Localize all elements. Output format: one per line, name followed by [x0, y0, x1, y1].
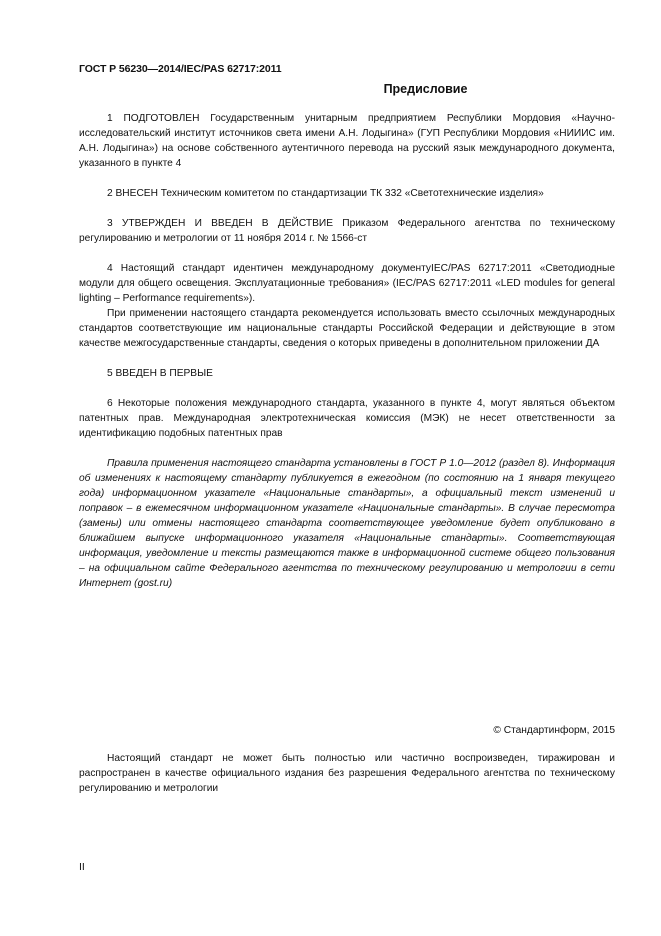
paragraph-identical: 4 Настоящий стандарт идентичен международному документуIEC/PAS 62717:2011 «Светодиодные модули для общего освещения. Эксплуатационные требования» (IEC/PAS 62717:2011 «LED modules for general lighting – Performance requirements»).	[79, 263, 615, 304]
foreword-content	[79, 111, 615, 591]
copyright-line: © Стандартинформ, 2015	[493, 725, 615, 736]
paragraph-patent-rights: 6 Некоторые положения международного стандарта, указанного в пункте 4, могут являться объектом патентных прав. Международная электротехническая комиссия (МЭК) не несет ответственности за идентификацию подобных патентных прав	[79, 398, 615, 439]
paragraph-rules-of-application: Правила применения настоящего стандарта установлены в ГОСТ Р 1.0—2012 (раздел 8). Информация об изменениях к настоящему стандарту публикуется в ежегодном (по состоянию на 1 января текущего года) информационном указателе «Национальные стандарты», а официальный текст изменений и поправок – в ежемесячном информационном указателе «Национальные стандарты». В случае пересмотра (замены) или отмены настоящего стандарта соответствующее уведомление будет опубликовано в ближайшем выпуске информационного указателя «Национальные стандарты». Соответствующая информация, уведомление и тексты размещаются также в информационной системе общего пользования – на официальном сайте Федерального агентства по техническому регулированию и метрологии в сети Интернет (gost.ru)	[79, 458, 615, 589]
notice-text: Настоящий стандарт не может быть полностью или частично воспроизведен, тиражирован и распространен в качестве официального издания без разрешения Федерального агентства по техническому регулированию и метрологии	[79, 753, 615, 794]
standard-code-header: ГОСТ Р 56230—2014/IEC/PAS 62717:2011	[79, 63, 282, 75]
paragraph-approved: 3 УТВЕРЖДЕН И ВВЕДЕН В ДЕЙСТВИЕ Приказом Федерального агентства по техническому регулированию и метрологии от 11 ноября 2014 г. № 1566-ст	[79, 218, 615, 244]
paragraph-introduced: 2 ВНЕСЕН Техническим комитетом по стандартизации ТК 332 «Светотехнические изделия»	[107, 188, 544, 199]
paragraph-application: При применении настоящего стандарта рекомендуется использовать вместо ссылочных международных стандартов соответствующие им национальные стандарты Российской Федерации и действующие в этом качестве межгосударственные стандарты, сведения о которых приведены в дополнительном приложении ДА	[79, 308, 615, 349]
paragraph-prepared: 1 ПОДГОТОВЛЕН Государственным унитарным предприятием Республики Мордовия «Научно-исследовательский институт источников света имени А.Н. Лодыгина» (ГУП Республики Мордовия «НИИИС им. А.Н. Лодыгина») на основе собственного аутентичного перевода на русский язык международного документа, указанного в пункте 4	[79, 113, 615, 169]
page-title: Предисловие	[383, 82, 468, 96]
page-number: II	[79, 861, 85, 873]
reproduction-notice	[79, 751, 615, 796]
paragraph-first-introduced: 5 ВВЕДЕН В ПЕРВЫЕ	[107, 368, 213, 379]
